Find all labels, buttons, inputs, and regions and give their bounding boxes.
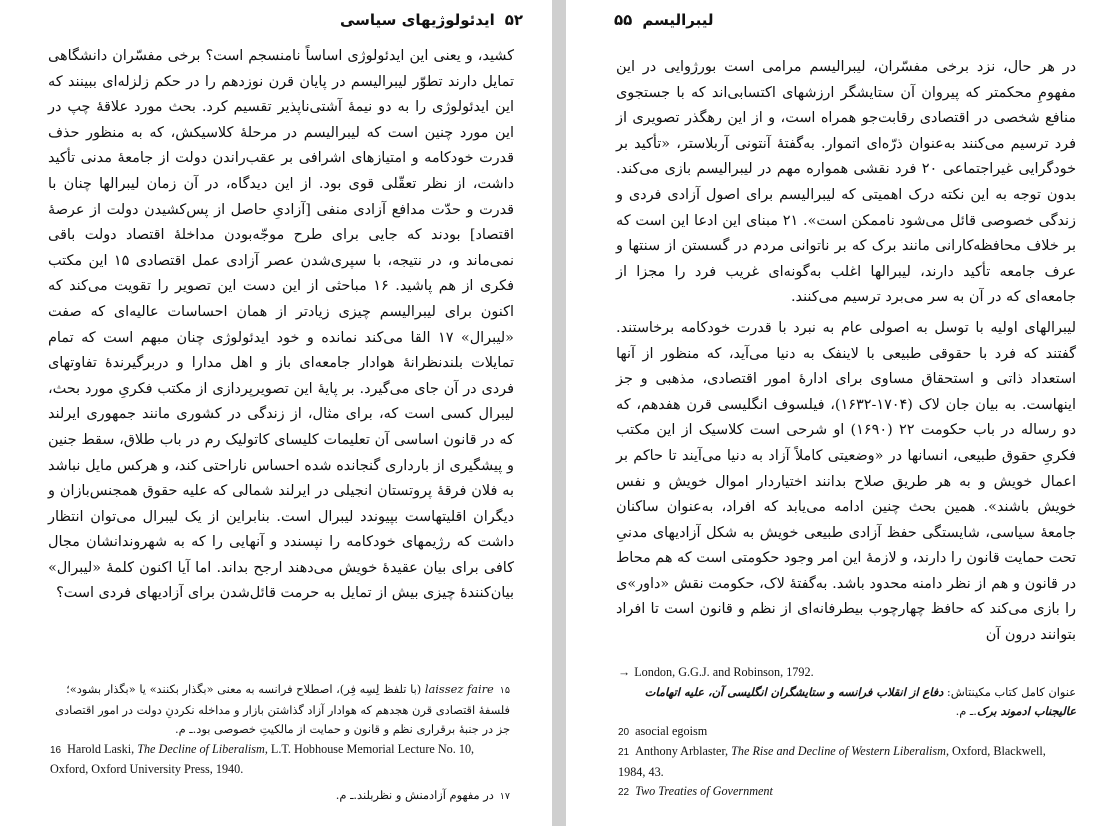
footnote-translator-note: عنوان کامل کتاب مکینتاش: دفاع از انقلاب فرانسه و ستایشگران انگلیسی آن، علیه اتهامات عالیجناب ادموند برک.ـ م.: [644, 684, 1076, 718]
body-text: [616, 55, 1076, 649]
page-number: ۵۵: [614, 11, 633, 29]
right-page: [566, 0, 1120, 826]
continuation-arrow-icon: →: [618, 665, 631, 679]
page-number: ۵۲: [504, 11, 524, 29]
footnote-15: ۱۵laissez faire (با تلفظ لِسِه فِر)، اصطلاح فرانسه به معنی «بگذار بکنند» یا «بگذار بشود»؛ فلسفهٔ اقتصادی قرن هجدهم که هوادار آزاد گذاشتن بازار و مداخله نکردنِ دولت در امور اقتصادی جز در جنبهٔ برقراری نظم و قانون و حمایت از مالکیتِ خصوصی بود.ـ م.: [55, 682, 510, 736]
footnote-continued: → London, G.G.J. and Robinson, 1792.: [618, 665, 814, 679]
footnote-21: 21 Anthony Arblaster, The Rise and Decline of Western Liberalism, Oxford, Blackwell, 1984, 43.: [618, 744, 1046, 779]
left-page: [0, 0, 552, 826]
paragraph: لیبرالهای اولیه با توسل به اصولی عام به نبرد با قدرت خودکامه برخاستند. گفتند که فرد با حقوقی طبیعی با لاینفک به دنیا می‌آید، که منظور از آنها استعداد ذاتی و استحقاق مساوی برای ادارهٔ امور اقتصادی، مذهبی و جز اینهاست. به بیان جان لاک (۱۷۰۴-۱۶۳۲)، فیلسوف انگلیسی قرن هفدهم، که دو رساله در باب حکومت ۲۲ (۱۶۹۰) او شرحی است کلاسیک از این مکتب فکریِ حقوق طبیعی، انسانها در «وضعیتی کاملاً آزاد به دنیا می‌آیند تا حاکم بر اعمال خویش و به هر طریق صلاح بدانند اختیاردار اموال خویش و نفس خویش باشند». همین بحث چنین ادامه می‌یابد که افراد، به‌عنوان ساکنان جامعهٔ سیاسی، شایستگی حفظ آزادی طبیعی خویش به شکل آزادیهای مدنیِ تحت حمایت قانون را دارند، و لازمهٔ این امر وجود حکومتی است که هم محاط در قانون و هم از نظر دامنه محدود باشد. به‌گفتهٔ لاک، حکومت نقش «داور»ی را بازی می‌کند که حافظ چهارچوب بیطرفانه‌ای از نظم و قانون است تا افراد بتوانند درون آن: [616, 319, 1076, 644]
footnotes: [50, 680, 510, 806]
footnote-20: 20 asocial egoism: [618, 723, 708, 738]
running-title: لیبرالیسم: [642, 11, 714, 29]
paragraph: در هر حال، نزد برخی مفسّران، لیبرالیسم مرامی است بورژوایی در این مفهومِ محکمتر که پیروان آن ستایشگر ارزشهای اکتسابی‌اند که با جستجوی منافع شخصی در اقتصادی رقابت‌جو همراه است، و از این رهگذر تصویری از فرد ترسیم می‌کنند به‌عنوان ذرّه‌ای اتموار. به‌گفتهٔ آنتونی آربلاستر، «تأکید بر خودگرایی غیراجتماعی ۲۰ فرد نقشی همواره مهم در لیبرالیسم بازی می‌کند. بدون توجه به این نکته درک اهمیتی که لیبرالیسم برای اصول آزادی فردی و زندگی خصوصی قائل می‌شود ناممکن است». ۲۱ مبنای این ادعا این است که بر خلاف محافظه‌کارانی مانند برک که بر ناتوانی مردم در گسستن از سنتها و عرف جامعه تأکید دارند، لیبرالها اغلب به‌گونه‌ای غریب فرد را مجزا از جامعه‌ای که در آن به سر می‌برد ترسیم می‌کنند.: [616, 59, 1076, 306]
paragraph: کشید، و یعنی این ایدئولوژی اساساً نامنسجم است؟ برخی مفسّران دانشگاهی تمایل دارند تطوّر لیبرالیسم در پایان قرن نوزدهم را در حکم زلزله‌ای ببینند که این ایدئولوژی را به دو نیمهٔ آشتی‌ناپذیر تقسیم کرد. بحث مورد علاقهٔ چپ در این مورد چنین است که لیبرالیسم در مرحلهٔ کلاسیکش، که به منظور حذف قدرت خودکامه و امتیازهای اشرافی بر عقب‌راندن دولت از جامعهٔ مدنی تأکید داشت، از نظر تعقّلی قوی بود. از این دیدگاه، در آن زمان لیبرالها چنان با قدرت و حدّت مدافع آزادی منفی [آزادیِ حاصل از پس‌کشیدن دولت از عرصهٔ اقتصاد] بودند که جایی برای طرح موجّه‌بودن مداخلهٔ اقتصاد دولت باقی نمی‌ماند و، در نتیجه، با سپری‌شدن عصر آزادی عمل اقتصادی ۱۵ این مکتب فکری از هم پاشید. ۱۶ مباحثی از این دست این تصویر را تقویت می‌کند که اکنون برای لیبرالیسم چیزی زیادتر از همان احساسات عالیه‌ای که صفت «لیبرال» ۱۷ القا می‌کند نمانده و خود ایدئولوژی چنان مبهم است که تمام تمایلات بلند‌نظرانهٔ هوادار جامعه‌ای باز و اهل مدارا و دربرگیرندهٔ تفاوتهای فردی در آن جای می‌گیرد. بر پایهٔ این تصویرپردازی از مکتب فکریِ مورد بحث، لیبرال کسی است که، برای مثال، از زندگی در کشوری مانند جمهوری ایرلند که در قانون اساسی آن تعلیمات کلیسای کاتولیک رم در باب طلاق، سقط جنین و پیشگیری از بارداری گنجانده شده احساس ناراحتی کند، و هرکس مایل نباشد به فلان فرقهٔ پروتستان انجیلی در ایرلند شمالی که علیه حقوق همجنس‌بازان و دیگران اقلیتهاست بپیوندد لیبرال است. بنابراین از یک لیبرال می‌توان انتظار داشت که رژیمهای خودکامه را نپسندد و آنهایی را که به شهروندانشان مجال کافی برای بیان عقیدهٔ خویش می‌دهند ارجح بداند. اما آیا اکنون کلمهٔ «لیبرال» بیان‌کنندهٔ چیزی بیش از تمایل به حرمت قائل‌شدن برای آزادیهای فردی است؟: [48, 48, 514, 602]
footnotes: [618, 663, 1076, 803]
footnote-22: 22 Two Treaties of Government: [618, 784, 773, 798]
page-header: [614, 8, 713, 32]
book-gutter: [552, 0, 566, 826]
footnote-16: 16 Harold Laski, The Decline of Liberalism, L.T. Hobhouse Memorial Lecture No. 10, Oxford, Oxford University Press, 1940.: [50, 741, 475, 776]
body-text: [48, 44, 514, 607]
page-header: [340, 8, 523, 32]
footnote-17: ۱۷در مفهوم آزادمنش و نظربلند.ـ م.: [335, 787, 510, 802]
running-title: ایدئولوژیهای سیاسی: [340, 11, 495, 29]
